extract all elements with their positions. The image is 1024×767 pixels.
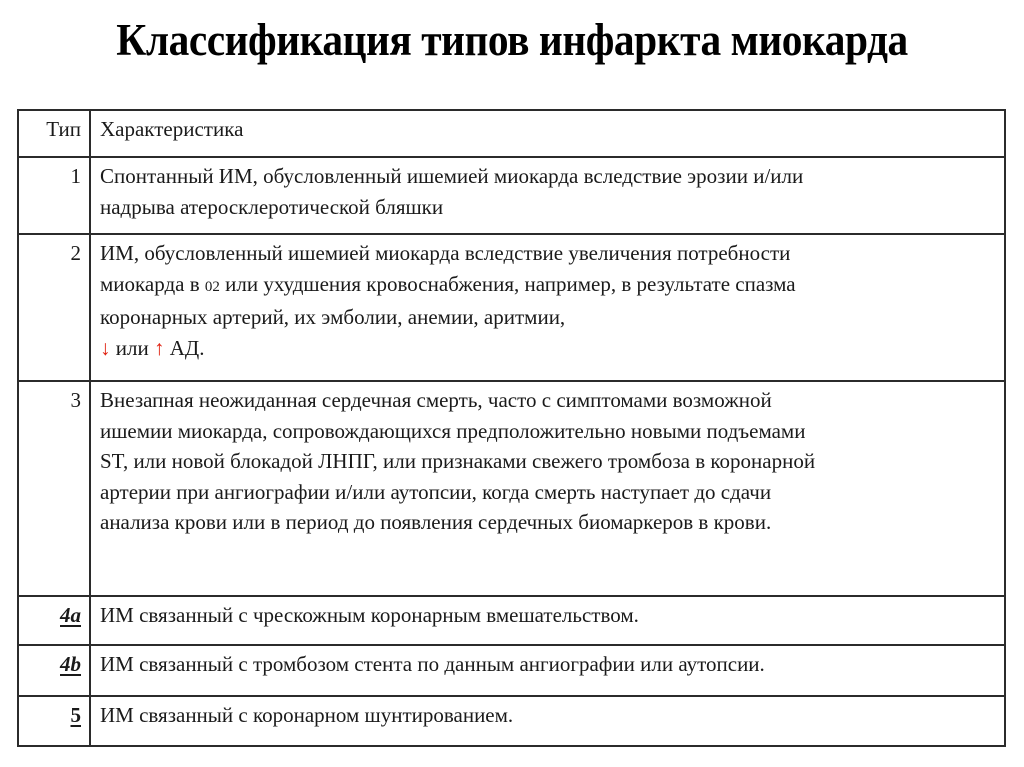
table-row (18, 157, 1005, 234)
row-description (90, 234, 1005, 381)
header-description: Характеристика (90, 110, 1005, 157)
desc-line: Внезапная неожиданная сердечная смерть, часто с симптомами возможной (100, 388, 772, 412)
table-row (18, 381, 1005, 596)
row-description (90, 157, 1005, 234)
desc-line: коронарных артерий, их эмболии, анемии, аритмии, (100, 305, 566, 329)
row-type: 2 (18, 234, 90, 381)
row-type: 4a (18, 596, 90, 645)
table-row (18, 234, 1005, 381)
table-row (18, 645, 1005, 696)
row-type: 1 (18, 157, 90, 234)
desc-line: анализа крови или в период до появления сердечных биомаркеров в крови. (100, 510, 772, 534)
table-row (18, 596, 1005, 645)
table-row (18, 696, 1005, 746)
o2-subscript: 2 (212, 278, 220, 295)
desc-line (100, 269, 996, 303)
desc-line: ишемии миокарда, сопровождающихся предположительно новыми подъемами (100, 418, 806, 443)
o2-letter: 0 (204, 278, 213, 295)
desc-line: Спонтанный ИМ, обусловленный ишемией миокарда вследствие эрозии и/или (100, 164, 804, 188)
desc-text: АД. (164, 335, 205, 360)
desc-text: миокарда в (100, 271, 200, 296)
desc-line (100, 333, 996, 364)
arrow-down-icon: ↓ (100, 335, 111, 360)
arrow-up-icon: ↑ (153, 335, 165, 360)
row-type: 3 (18, 381, 90, 596)
row-type: 5 (18, 696, 90, 746)
row-description: ИМ связанный с чрескожным коронарным вмешательством. (90, 596, 1005, 645)
desc-line: надрыва атеросклеротической бляшки (100, 194, 444, 219)
desc-text: или ухудшения кровоснабжения, например, в результате спазма (219, 271, 796, 296)
row-type: 4b (18, 645, 90, 696)
row-description (90, 381, 1005, 596)
desc-line: ИМ, обусловленный ишемией миокарда вследствие увеличения потребности (100, 241, 791, 265)
desc-line: ST, или новой блокадой ЛНПГ, или признаками свежего тромбоза в коронарной (100, 449, 816, 473)
table-header-row (18, 110, 1005, 157)
header-type: Тип (18, 110, 90, 157)
desc-text: или (110, 335, 154, 360)
o2-symbol (205, 279, 220, 295)
row-description: ИМ связанный с тромбозом стента по данным ангиографии или аутопсии. (90, 645, 1005, 696)
desc-line: артерии при ангиографии и/или аутопсии, когда смерть наступает до сдачи (100, 479, 772, 504)
row-description: ИМ связанный с коронарном шунтированием. (90, 696, 1005, 746)
slide-title: Классификация типов инфаркта миокарда (116, 15, 908, 65)
mi-classification-table (17, 109, 1006, 747)
